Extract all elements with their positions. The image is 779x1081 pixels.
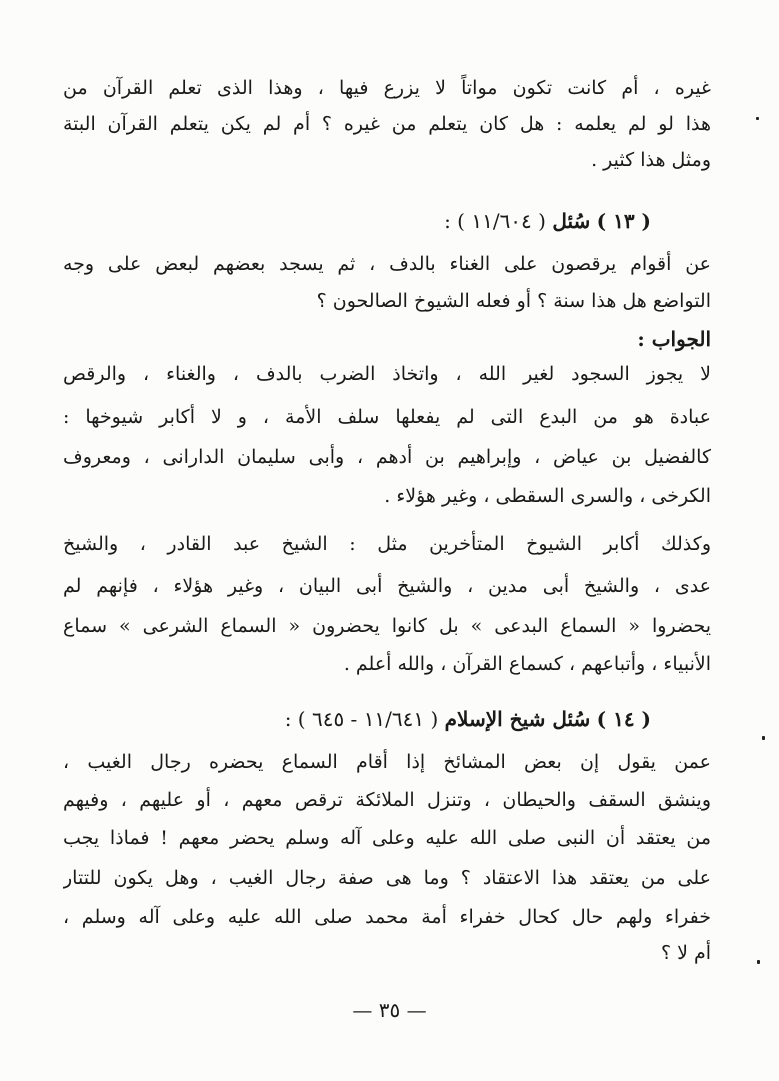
scan-speck <box>756 117 759 120</box>
question-line: وينشق السقف والحيطان ، وتنزل الملائكة ترقص معهم ، أو عليهم ، وفيهم <box>63 789 711 811</box>
question-line: التواضع هل هذا سنة ؟ أو فعله الشيوخ الصالحون ؟ <box>316 290 711 312</box>
scan-speck <box>762 736 765 740</box>
question-title: سُئل شيخ الإسلام <box>444 707 591 731</box>
scan-speck <box>757 960 760 964</box>
answer-line: الأنبياء ، وأتباعهم ، كسماع القرآن ، والله أعلم . <box>343 653 711 675</box>
page-number: — ٣٥ — <box>352 998 427 1022</box>
question-line: عمن يقول إن بعض المشائخ إذا أقام السماع يحضره رجال الغيب ، <box>63 751 711 773</box>
answer-line: وكذلك أكابر الشيوخ المتأخرين مثل : الشيخ عبد القادر ، والشيخ <box>63 533 711 555</box>
question-number: ( ١٤ ) <box>596 707 651 731</box>
question-reference: ( ١١/٦٤١ - ٦٤٥ ) : <box>284 707 439 731</box>
question-heading <box>444 206 651 236</box>
body-line: هذا لو لم يعلمه : هل كان يتعلم من غيره ؟ أم لم يكن يتعلم القرآن البتة <box>63 113 711 135</box>
question-heading <box>285 704 651 734</box>
answer-line: كالفضيل بن عياض ، وإبراهيم بن أدهم ، وأبى سليمان الدارانى ، ومعروف <box>63 446 711 468</box>
question-title: سُئل <box>552 209 591 233</box>
body-line: غيره ، أم كانت تكون مواتاً لا يزرع فيها ، وهذا الذى تعلم القرآن من <box>63 77 711 99</box>
question-line: خفراء ولهم حال كحال خفراء أمة محمد صلى الله عليه وعلى آله وسلم ، <box>63 906 711 928</box>
body-line: ومثل هذا كثير . <box>591 149 711 171</box>
question-line: على من يعتقد هذا الاعتقاد ؟ وما هى صفة رجال الغيب ، وهل يكون للتتار <box>63 867 711 889</box>
answer-label: الجواب : <box>637 327 711 351</box>
question-line: من يعتقد أن النبى صلى الله عليه وعلى آله وسلم يحضر معهم ! فماذا يجب <box>63 827 711 849</box>
question-reference: ( ١١/٦٠٤ ) : <box>444 209 546 233</box>
question-number: ( ١٣ ) <box>596 209 651 233</box>
answer-line: لا يجوز السجود لغير الله ، واتخاذ الضرب بالدف ، والغناء ، والرقص <box>63 363 711 385</box>
question-line: أم لا ؟ <box>660 942 711 964</box>
answer-line: عدى ، والشيخ أبى مدين ، والشيخ أبى البيان ، وغير هؤلاء ، فإنهم لم <box>63 575 711 597</box>
answer-line: عبادة هو من البدع التى لم يفعلها سلف الأمة ، و لا أكابر شيوخها : <box>63 406 711 428</box>
answer-line: يحضروا « السماع البدعى » بل كانوا يحضرون « السماع الشرعى » سماع <box>63 615 711 637</box>
question-line: عن أقوام يرقصون على الغناء بالدف ، ثم يسجد بعضهم لبعض على وجه <box>63 253 711 275</box>
answer-line: الكرخى ، والسرى السقطى ، وغير هؤلاء . <box>384 485 711 507</box>
